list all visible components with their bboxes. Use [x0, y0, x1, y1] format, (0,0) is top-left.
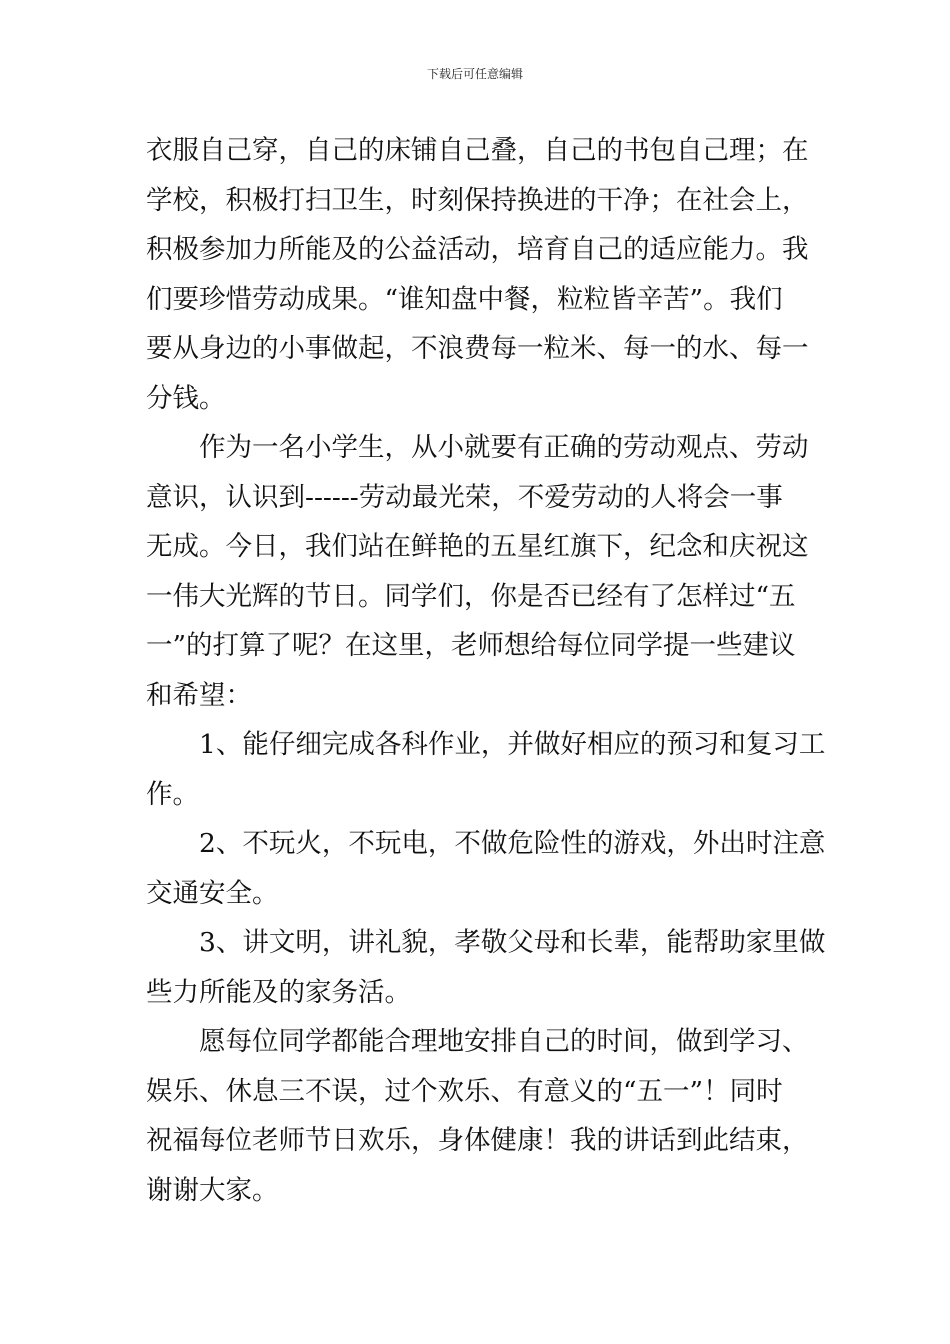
list-item-first-line: 2、不玩火，不玩电，不做危险性的游戏，外出时注意 — [199, 828, 826, 859]
text-line: 学校，积极打扫卫生，时刻保持换进的干净；在社会上， — [146, 184, 809, 216]
text-line: 积极参加力所能及的公益活动，培育自己的适应能力。我 — [146, 234, 809, 265]
text-line: 交通安全。 — [146, 877, 279, 909]
paragraph-first-line: 愿每位同学都能合理地安排自己的时间，做到学习、 — [199, 1026, 809, 1057]
list-item-first-line: 1、能仔细完成各科作业，并做好相应的预习和复习工 — [199, 729, 826, 760]
text-line: 无成。今日，我们站在鲜艳的五星红旗下，纪念和庆祝这 — [146, 531, 809, 562]
text-line: 一”的打算了呢？在这里，老师想给每位同学提一些建议 — [146, 630, 796, 661]
document-body — [146, 126, 826, 1215]
text-line: 分钱。 — [146, 382, 226, 414]
text-line: 谢谢大家。 — [146, 1174, 279, 1206]
text-line: 作。 — [146, 778, 199, 810]
text-line: 祝福每位老师节日欢乐，身体健康！我的讲话到此结束， — [146, 1125, 809, 1156]
paragraph-first-line: 作为一名小学生，从小就要有正确的劳动观点、劳动 — [199, 432, 809, 463]
text-line: 些力所能及的家务活。 — [146, 976, 411, 1008]
text-line: 要从身边的小事做起，不浪费每一粒米、每一的水、每一 — [146, 333, 809, 364]
page-header: 下载后可任意编辑 — [426, 67, 523, 81]
text-line: 和希望： — [146, 679, 252, 711]
text-line: 衣服自己穿，自己的床铺自己叠，自己的书包自己理；在 — [146, 135, 809, 166]
text-line: 娱乐、休息三不误，过个欢乐、有意义的“五一”！同时 — [146, 1075, 783, 1107]
text-line: 一伟大光辉的节日。同学们，你是否已经有了怎样过“五 — [146, 580, 796, 612]
text-line: 们要珍惜劳动成果。“谁知盘中餐，粒粒皆辛苦”。我们 — [146, 283, 783, 315]
text-line: 意识，认识到------劳动最光荣，不爱劳动的人将会一事 — [146, 481, 783, 513]
list-item-first-line: 3、讲文明，讲礼貌，孝敬父母和长辈，能帮助家里做 — [199, 927, 826, 958]
